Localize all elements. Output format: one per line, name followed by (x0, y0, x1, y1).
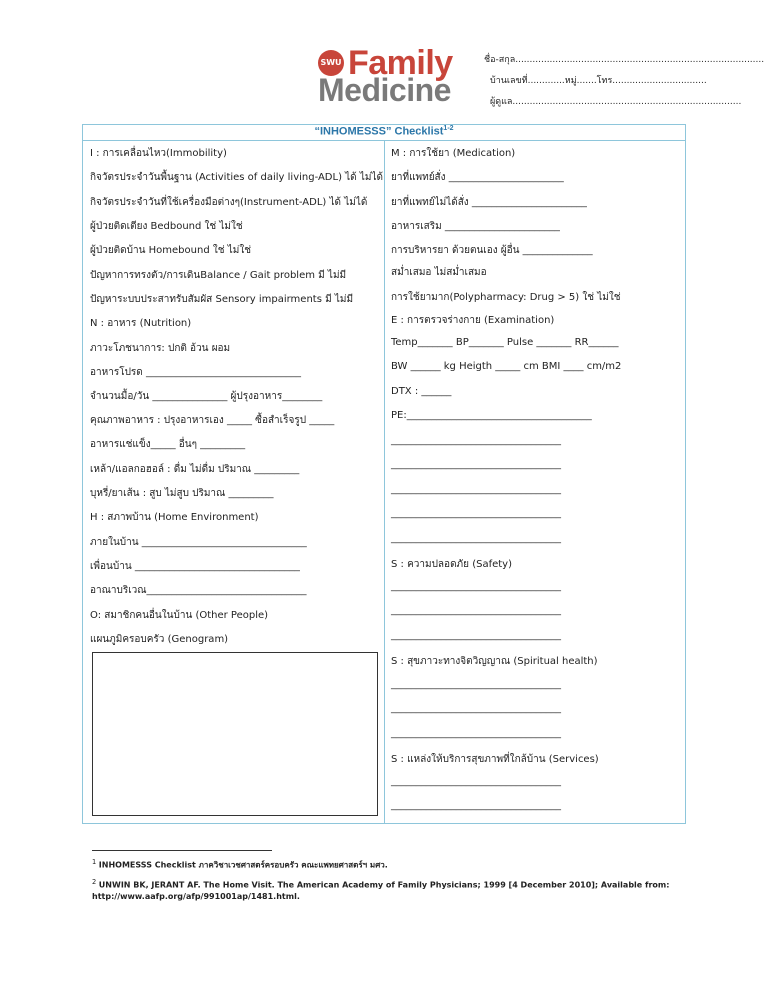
footnote-1-number: 1 (92, 858, 97, 866)
left-line-5: ปัญหาการทรงตัว/การเดินBalance / Gait problem มี ไม่มี (90, 270, 347, 281)
right-line-25: S : แหล่งให้บริการสุขภาพที่ใกล้บ้าน (Services) (391, 754, 599, 765)
footnote-2-number: 2 (92, 878, 97, 886)
footnote-rule (92, 850, 272, 851)
left-line-17: เพื่อนบ้าน _________________________________ (90, 561, 300, 572)
left-line-6: ปัญหาระบบประสาทรับสัมผัส Sensory impairments มี ไม่มี (90, 294, 354, 305)
left-line-4: ผู้ป่วยติดบ้าน Homebound ใช่ ไม่ใช่ (90, 245, 251, 256)
right-line-27: __________________________________ (391, 800, 561, 811)
right-line-24: __________________________________ (391, 728, 561, 739)
right-line-21: S : สุขภาวะทางจิตวิญญาณ (Spiritual health) (391, 656, 598, 667)
footnote-2-url[interactable] (92, 892, 300, 901)
left-line-9: อาหารโปรด _______________________________ (90, 367, 301, 378)
left-line-13: เหล้า/แอลกอฮอล์ : ดื่ม ไม่ดื่ม ปริมาณ _________ (90, 464, 300, 475)
right-line-2: ยาที่แพทย์ไม่ได้สั่ง _______________________ (391, 197, 587, 208)
right-line-11: PE:_____________________________________ (391, 410, 592, 421)
right-line-0: M : การใช้ยา (Medication) (391, 148, 516, 159)
footnote-2-text: UNWIN BK, JERANT AF. The Home Visit. The American Academy of Family Physicians; 1999 [4 December 2010]; Available from: (98, 880, 670, 890)
right-line-13: __________________________________ (391, 459, 561, 470)
left-line-19: O: สมาชิกคนอื่นในบ้าน (Other People) (90, 610, 269, 621)
footnote-1 (92, 858, 388, 872)
footnote-2-link[interactable]: http://www.aafp.org/afp/991001ap/1481.html. (92, 892, 300, 901)
left-line-7: N : อาหาร (Nutrition) (90, 318, 192, 329)
right-line-10: DTX : ______ (391, 386, 452, 397)
left-line-20: แผนภูมิครอบครัว (Genogram) (90, 634, 229, 645)
name-field: ชื่อ-สกุล....................................................................................... (484, 55, 765, 65)
column-divider (384, 141, 385, 824)
swu-badge-icon: SWU (318, 50, 344, 76)
checklist-title (82, 125, 686, 138)
left-line-3: ผู้ป่วยติดเตียง Bedbound ใช่ ไม่ใช่ (90, 221, 243, 232)
right-line-16: __________________________________ (391, 533, 561, 544)
right-line-18: __________________________________ (391, 581, 561, 592)
left-line-8: ภาวะโภชนาการ: ปกติ อ้วน ผอม (90, 343, 231, 354)
right-line-22: __________________________________ (391, 679, 561, 690)
logo-medicine-text: Medicine (318, 72, 451, 108)
right-line-1: ยาที่แพทย์สั่ง _______________________ (391, 172, 564, 183)
title-text: “INHOMESSS” Checklist (314, 125, 444, 138)
left-line-10: จำนวนมื้อ/วัน _______________ ผู้ปรุงอาหาร________ (90, 391, 323, 402)
right-line-8: Temp_______ BP_______ Pulse _______ RR______ (391, 337, 619, 348)
left-line-12: อาหารแช่แข็ง_____ อื่นๆ _________ (90, 439, 246, 450)
left-line-2: กิจวัตรประจำวันที่ใช้เครื่องมือต่างๆ(Instrument-ADL) ได้ ไม่ได้ (90, 197, 368, 208)
caregiver-field: ผู้ดูแล................................................................................ (490, 97, 742, 107)
left-line-14: บุหรี่/ยาเส้น : สูบ ไม่สูบ ปริมาณ _________ (90, 488, 274, 499)
address-field: บ้านเลขที่.............หมู่.......โทร................................. (490, 76, 707, 86)
right-line-7: E : การตรวจร่างกาย (Examination) (391, 315, 555, 326)
logo-family-text: Family (348, 44, 453, 82)
right-line-26: __________________________________ (391, 776, 561, 787)
right-line-5: สม่ำเสมอ ไม่สม่ำเสมอ (391, 267, 487, 278)
right-line-20: __________________________________ (391, 630, 561, 641)
left-line-11: คุณภาพอาหาร : ปรุงอาหารเอง _____ ซื้อสำเร็จรูป _____ (90, 415, 335, 426)
left-line-18: อาณาบริเวณ________________________________ (90, 585, 307, 596)
right-line-3: อาหารเสริม _______________________ (391, 221, 560, 232)
right-line-15: __________________________________ (391, 508, 561, 519)
right-line-6: การใช้ยามาก(Polypharmacy: Drug > 5) ใช่ ไม่ใช่ (391, 292, 621, 303)
footnote-2 (92, 878, 669, 890)
right-line-19: __________________________________ (391, 605, 561, 616)
right-line-4: การบริหารยา ด้วยตนเอง ผู้อื่น ______________ (391, 245, 593, 256)
left-line-15: H : สภาพบ้าน (Home Environment) (90, 512, 259, 523)
left-line-16: ภายในบ้าน _________________________________ (90, 537, 307, 548)
genogram-box (92, 652, 378, 816)
family-medicine-logo (318, 44, 458, 108)
right-line-23: __________________________________ (391, 703, 561, 714)
left-line-1: กิจวัตรประจำวันพื้นฐาน (Activities of daily living-ADL) ได้ ไม่ได้ (90, 172, 383, 183)
right-line-14: __________________________________ (391, 484, 561, 495)
right-line-12: __________________________________ (391, 435, 561, 446)
footnote-1-text: INHOMESSS Checklist ภาควิชาเวชศาสตร์ครอบครัว คณะแพทยศาสตร์ฯ มศว. (98, 860, 388, 870)
right-line-9: BW ______ kg Heigth _____ cm BMI ____ cm/m2 (391, 361, 622, 372)
title-sup: 1-2 (443, 125, 454, 132)
left-line-0: I : การเคลื่อนไหว(Immobility) (90, 148, 227, 159)
right-line-17: S : ความปลอดภัย (Safety) (391, 559, 512, 570)
